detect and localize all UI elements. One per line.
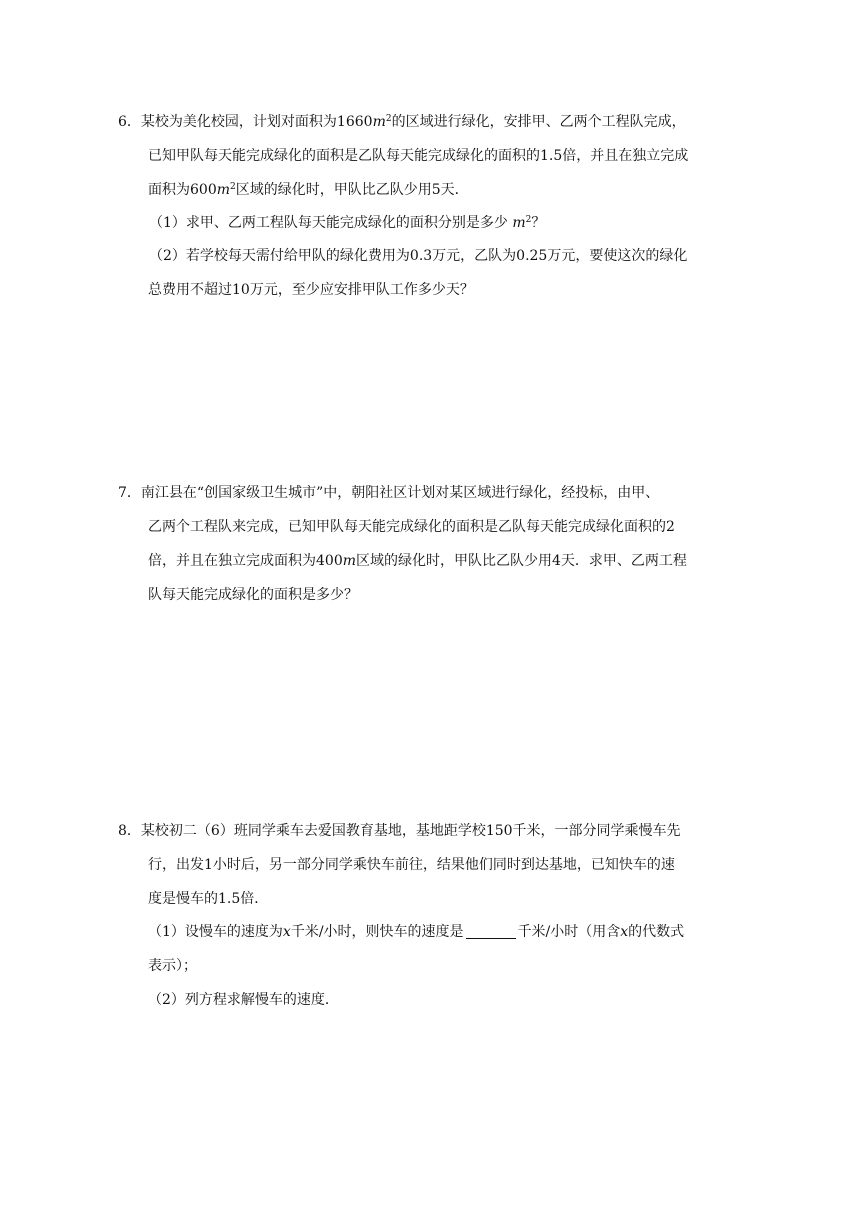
- q6-number: 6．: [118, 114, 141, 130]
- q8-line-1: 8．某校初二（6）班同学乘车去爱国教育基地，基地距学校150千米，一部分同学乘慢车先: [118, 823, 681, 839]
- q7-line-4: 队每天能完成绿化的面积是多少？: [148, 587, 358, 603]
- q6-part-1: （1）求甲、乙两工程队每天能完成绿化的面积分别是多少 $m^2$？: [149, 215, 546, 231]
- q8-number: 8．: [118, 823, 141, 839]
- q8-line-3: 度是慢车的1.5倍．: [148, 891, 269, 907]
- q7-line-1: 7．南江县在“创国家级卫生城市”中，朝阳社区计划对某区域进行绿化，经投标，由甲、: [118, 485, 660, 501]
- q8-line-2: 行，出发1小时后，另一部分同学乘快车前往，结果他们同时到达基地，已知快车的速: [148, 857, 675, 873]
- q6-part-2-line-1: （2）若学校每天需付给甲队的绿化费用为0.3万元，乙队为0.25万元，要使这次的绿化: [149, 248, 688, 264]
- q6-line-1: 6．某校为美化校园，计划对面积为$1660m^2$的区域进行绿化，安排甲、乙两个工程队完成，: [118, 114, 686, 130]
- q8-part-2: （2）列方程求解慢车的速度．: [148, 992, 339, 1008]
- q6-part-2-line-2: 总费用不超过10万元，至少应安排甲队工作多少天？: [148, 282, 474, 298]
- q7-number: 7．: [118, 485, 141, 501]
- q7-line-3: 倍，并且在独立完成面积为400m区域的绿化时，甲队比乙队少用4天．求甲、乙两工程: [148, 553, 687, 569]
- answer-blank: [466, 924, 516, 939]
- q8-part-1-line-2: 表示）；: [148, 958, 197, 974]
- q8-part-1-line-1: （1）设慢车的速度为x千米/小时，则快车的速度是 千米/小时（用含x的代数式: [148, 924, 685, 940]
- q6-line-2: 已知甲队每天能完成绿化的面积是乙队每天能完成绿化的面积的1.5倍，并且在独立完成: [148, 148, 689, 164]
- q7-line-2: 乙两个工程队来完成，已知甲队每天能完成绿化的面积是乙队每天能完成绿化面积的2: [148, 519, 675, 535]
- q6-line-3: 面积为$600m^2$区域的绿化时，甲队比乙队少用5天．: [148, 182, 469, 198]
